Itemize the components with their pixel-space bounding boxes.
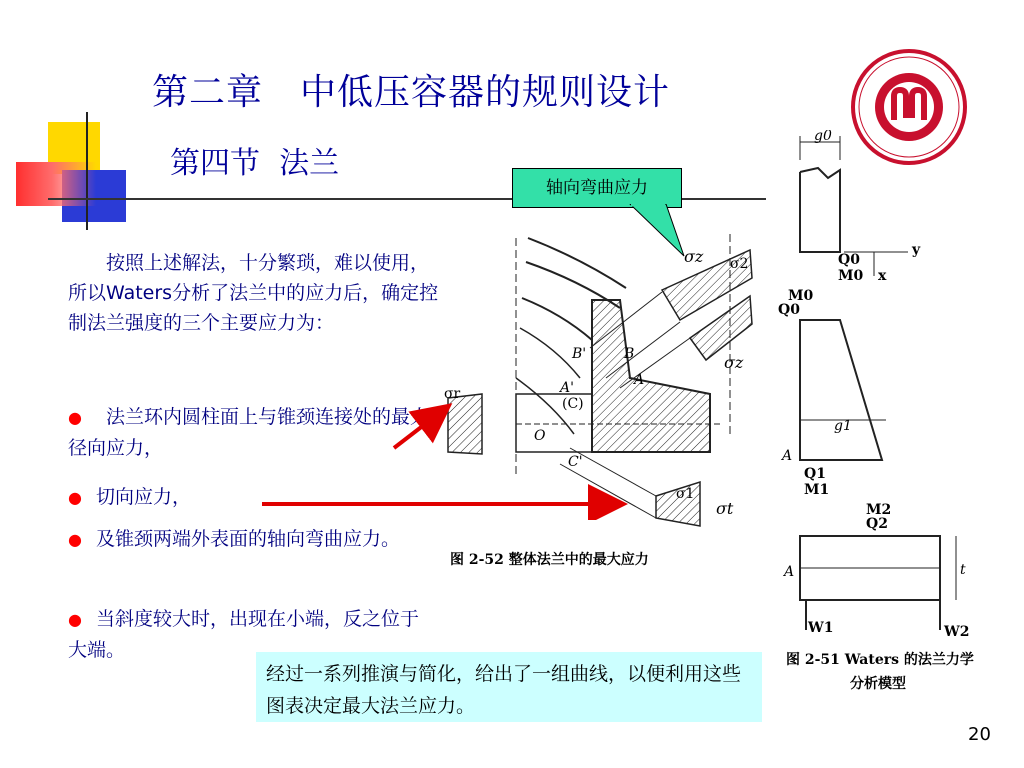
label-O: O [534,428,546,444]
summary-note: 经过一系列推演与简化，给出了一组曲线，以便利用这些图表决定最大法兰应力。 [256,652,762,722]
label-Q1: Q1 [804,466,826,482]
label-B: B [624,346,635,362]
label-C-prime: C' [568,454,583,470]
label-sigma-z-top: σz [684,247,704,266]
label-sigma-2: σ2 [730,256,749,272]
figure-2-52-caption: 图 2-52 整体法兰中的最大应力 [450,552,649,568]
label-C: (C) [562,396,584,412]
label-Q0-top: Q0 [838,252,860,268]
label-A: A [634,372,645,388]
bullet-dot-icon: ● [68,530,82,549]
red-arrows [380,400,640,520]
page-number: 20 [968,724,991,745]
label-sigma-t: σt [716,499,734,518]
label-sigma-z-mid: σz [724,353,744,372]
figure-2-51-caption-1: 图 2-51 Waters 的法兰力学 [786,652,974,668]
figure-2-51-diagram [778,130,988,700]
label-B-prime: B' [572,346,587,362]
label-t: t [960,562,966,578]
label-Q0: Q0 [778,302,800,318]
arrow-tail [262,502,380,506]
label-Q2: Q2 [866,516,888,532]
axial-bending-stress-callout: 轴向弯曲应力 [512,168,682,208]
label-sigma-r: σr [444,386,461,402]
bullet-text-4: 当斜度较大时，出现在小端，反之位于大端。 [68,608,419,661]
bullet-text-3: 及锥颈两端外表面的轴向弯曲应力。 [95,528,400,550]
bullet-text-2: 切向应力， [95,486,191,508]
label-W1: W1 [808,620,834,636]
decor-vertical-line [86,112,88,230]
label-y: y [912,242,921,258]
label-x: x [878,268,887,284]
label-M2: M2 [866,502,892,518]
bullet-dot-icon: ● [68,488,82,507]
bullet-item-3 [68,524,440,555]
label-A-hub: A [782,448,793,464]
bullet-dot-icon: ● [68,408,82,427]
label-M1: M1 [804,482,830,498]
arrow-to-radial-stress [394,408,446,448]
label-g1: g1 [834,418,852,434]
label-M0-top: M0 [838,268,864,284]
label-A-prime: A' [560,380,574,396]
intro-paragraph [68,248,440,338]
slide-subtitle: 第四节 法兰 [170,146,340,181]
label-A-ring: A [784,564,795,580]
bullet-dot-icon: ● [68,610,82,629]
figure-2-51-caption-2: 分析模型 [850,676,906,692]
label-g0: g0 [814,130,832,144]
label-M0: M0 [788,288,814,304]
intro-text: 按照上述解法，十分繁琐，难以使用，所以Waters分析了法兰中的应力后，确定控制法兰强度的三个主要应力为： [68,252,439,334]
bullet-text-1: 法兰环内圆柱面上与锥颈连接处的最大径向应力， [68,406,429,459]
slide-title: 第二章 中低压容器的规则设计 [152,72,671,113]
label-W2: W2 [944,624,970,640]
label-sigma-1: σ1 [676,486,695,502]
